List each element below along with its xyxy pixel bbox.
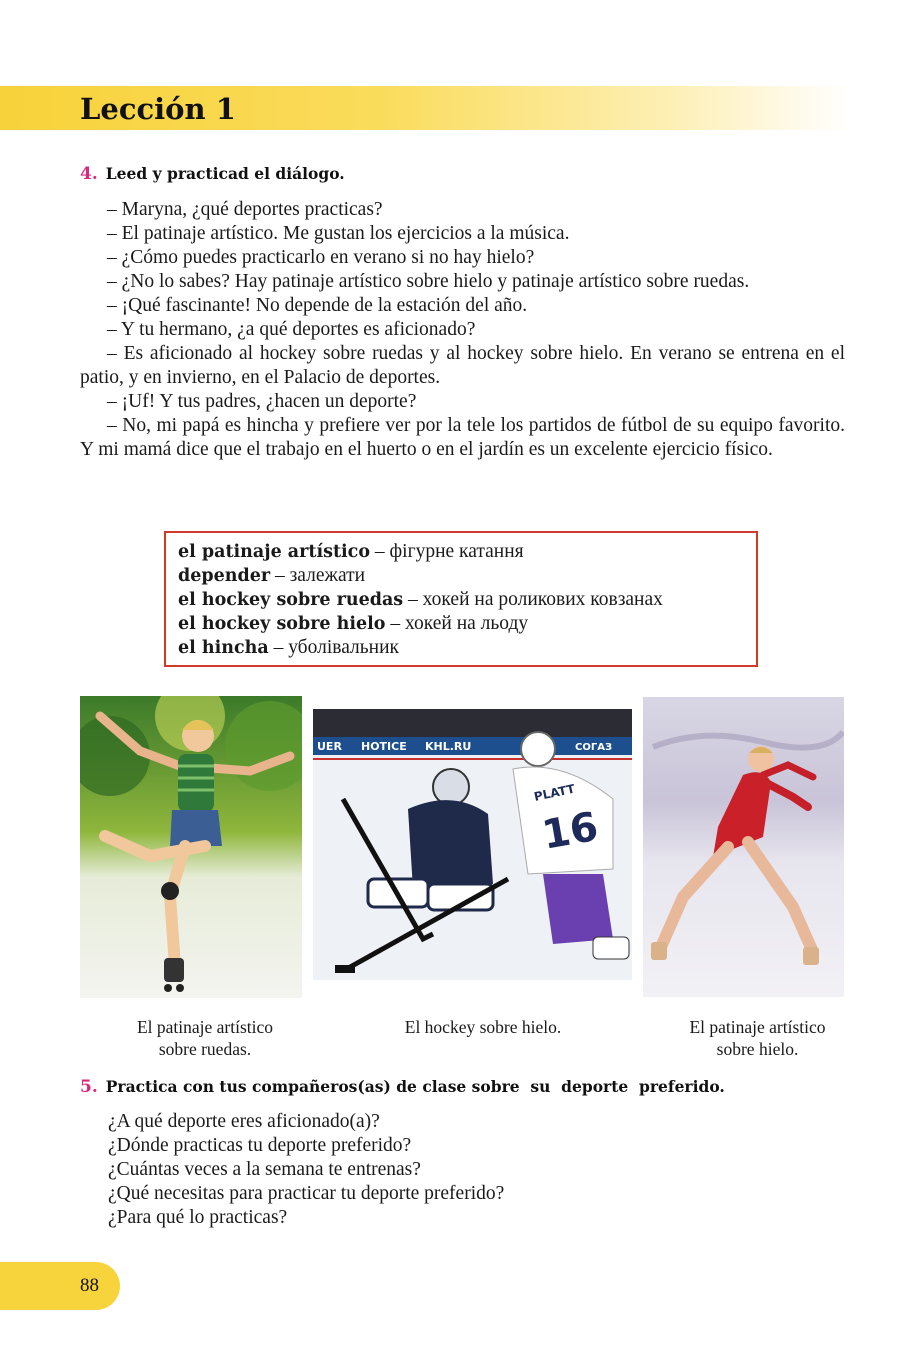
vocab-row [178, 636, 756, 660]
question-item: ¿Qué necesitas para practicar tu deporte preferido? [108, 1183, 505, 1204]
vocab-row [178, 588, 756, 612]
question-item: ¿Cuántas veces a la semana te entrenas? [108, 1159, 421, 1180]
task-4-instruction: Leed y practicad el diálogo. [105, 164, 345, 183]
task-5-heading [80, 1077, 725, 1097]
figure-skating-photo [643, 697, 844, 997]
vocab-term: depender [178, 566, 271, 586]
task-5-number: 5. [80, 1077, 98, 1097]
page-number-tab [0, 1262, 120, 1310]
dialogue-line: – ¿No lo sabes? Hay patinaje artístico sobre hielo y patinaje artístico sobre ruedas. [107, 271, 750, 292]
vocab-translation: – залежати [270, 565, 366, 586]
rink-sign: СОГАЗ [575, 742, 613, 753]
dialogue-line: – El patinaje artístico. Me gustan los ejercicios a la música. [107, 223, 570, 244]
dialogue-line: – ¡Uf! Y tus padres, ¿hacen un deporte? [107, 391, 417, 412]
vocab-term: el hincha [178, 638, 269, 658]
dialogue-line: – ¡Qué fascinante! No depende de la estación del año. [107, 295, 528, 316]
jersey-number: 16 [538, 803, 602, 859]
dialogue [80, 198, 845, 462]
rink-sign: HOTICE [361, 740, 407, 753]
roller-skating-photo [80, 696, 302, 998]
dialogue-line: – Y tu hermano, ¿a qué deportes es aficionado? [107, 319, 476, 340]
vocab-row [178, 564, 756, 588]
vocabulary-box [164, 531, 758, 667]
dialogue-line: – ¿Cómo puedes practicarlo en verano si no hay hielo? [107, 247, 535, 268]
caption-line: El patinaje artístico [689, 1017, 826, 1037]
caption-line: El patinaje artístico [136, 1017, 274, 1037]
vocab-term: el hockey sobre hielo [178, 614, 386, 634]
question-list [108, 1110, 504, 1230]
caption-line: El hockey sobre hielo. [404, 1017, 562, 1037]
dialogue-line: – Es aficionado al hockey sobre ruedas y al hockey sobre hielo. En verano se entrena en el patio, y en invierno, en el Palacio de deportes. [80, 343, 845, 388]
rink-sign: UER [317, 740, 342, 753]
vocab-row [178, 540, 756, 564]
caption-line: sobre ruedas. [158, 1039, 252, 1059]
caption-roller-skating [80, 1016, 330, 1060]
vocab-translation: – фігурне катання [370, 541, 524, 562]
vocab-translation: – уболівальник [268, 637, 399, 658]
dialogue-line: – Maryna, ¿qué deportes practicas? [107, 199, 383, 220]
task-4-heading [80, 164, 345, 184]
task-5-instruction: Practica con tus compañeros(as) de clase sobre su deporte preferido. [105, 1077, 725, 1096]
vocab-row [178, 612, 756, 636]
vocab-term: el hockey sobre ruedas [178, 590, 404, 610]
caption-ice-hockey [348, 1016, 618, 1038]
jersey-name: PLATT [532, 781, 577, 804]
caption-figure-skating [650, 1016, 865, 1060]
rink-sign: KHL.RU [425, 740, 472, 753]
ice-hockey-photo [313, 709, 632, 980]
question-item: ¿A qué deporte eres aficionado(a)? [108, 1111, 380, 1132]
question-item: ¿Para qué lo practicas? [108, 1207, 288, 1228]
caption-line: sobre hielo. [716, 1039, 799, 1059]
question-item: ¿Dónde practicas tu deporte preferido? [108, 1135, 412, 1156]
dialogue-line: – No, mi papá es hincha y prefiere ver por la tele los partidos de fútbol de su equipo favorito. Y mi mamá dice que el trabajo en el huerto o en el jardín es un excelente ejercicio físico. [80, 415, 845, 460]
vocab-translation: – хокей на льоду [385, 613, 529, 634]
vocab-term: el patinaje artístico [178, 542, 371, 562]
page-number: 88 [80, 1275, 99, 1296]
task-4-number: 4. [80, 164, 98, 184]
vocab-translation: – хокей на роликових ковзанах [403, 589, 663, 610]
lesson-title: Lección 1 [80, 92, 236, 126]
